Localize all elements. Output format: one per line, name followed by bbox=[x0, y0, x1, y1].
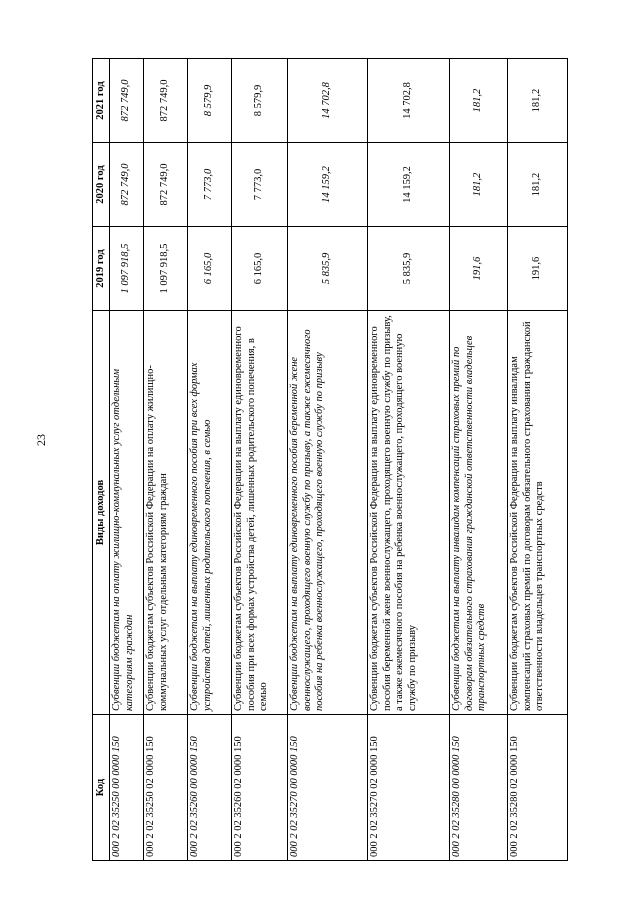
cell-code: 000 2 02 35260 00 0000 150 bbox=[188, 715, 232, 861]
cell-2020: 181,2 bbox=[508, 143, 568, 227]
page-number: 23 bbox=[34, 434, 48, 446]
cell-name: Субвенции бюджетам субъектов Российской Федерации на выплату единовременного пособия при всех формах устройства детей, лишенных родительского попечения, в семью bbox=[232, 311, 288, 715]
table-header-row bbox=[93, 59, 110, 861]
cell-2020: 7 773,0 bbox=[188, 143, 232, 227]
table-row bbox=[110, 59, 144, 861]
cell-name: Субвенции бюджетам субъектов Российской Федерации на выплату единовременного пособия беременной жене военнослужащего, проходящего военную службу по призыву, а также ежемесячного пособия на ребенка военнослужащего, проходящего военную службу по призыву bbox=[368, 311, 450, 715]
cell-2019: 1 097 918,5 bbox=[144, 227, 188, 311]
cell-code: 000 2 02 35250 00 0000 150 bbox=[110, 715, 144, 861]
header-name: Виды доходов bbox=[93, 311, 110, 715]
cell-2020: 181,2 bbox=[450, 143, 508, 227]
table-row bbox=[288, 59, 368, 861]
table-row bbox=[368, 59, 450, 861]
cell-2019: 191,6 bbox=[450, 227, 508, 311]
cell-2020: 872 749,0 bbox=[110, 143, 144, 227]
cell-code: 000 2 02 35250 02 0000 150 bbox=[144, 715, 188, 861]
header-2019: 2019 год bbox=[93, 227, 110, 311]
cell-2021: 8 579,9 bbox=[188, 59, 232, 143]
cell-2021: 181,2 bbox=[508, 59, 568, 143]
cell-name: Субвенции бюджетам на оплату жилищно-коммунальных услуг отдельным категориям граждан bbox=[110, 311, 144, 715]
header-2020: 2020 год bbox=[93, 143, 110, 227]
header-code: Код bbox=[93, 715, 110, 861]
cell-code: 000 2 02 35280 02 0000 150 bbox=[508, 715, 568, 861]
cell-code: 000 2 02 35260 02 0000 150 bbox=[232, 715, 288, 861]
cell-2020: 14 159,2 bbox=[368, 143, 450, 227]
table-row bbox=[232, 59, 288, 861]
cell-code: 000 2 02 35280 00 0000 150 bbox=[450, 715, 508, 861]
table-row bbox=[508, 59, 568, 861]
cell-2019: 191,6 bbox=[508, 227, 568, 311]
rotated-table-wrapper bbox=[92, 59, 545, 861]
cell-name: Субвенции бюджетам на выплату инвалидам компенсаций страховых премий по договорам обязательного страхования гражданской ответственности владельцев транспортных средств bbox=[450, 311, 508, 715]
cell-2019: 6 165,0 bbox=[188, 227, 232, 311]
cell-2021: 8 579,9 bbox=[232, 59, 288, 143]
cell-2020: 14 159,2 bbox=[288, 143, 368, 227]
cell-name: Субвенции бюджетам на выплату единовременного пособия беременной жене военнослужащего, проходящего военную службу по призыву, а также ежемесячного пособия на ребенка военнослужащего, проходящего военную службу по призыву bbox=[288, 311, 368, 715]
header-2021: 2021 год bbox=[93, 59, 110, 143]
cell-2020: 7 773,0 bbox=[232, 143, 288, 227]
cell-2021: 872 749,0 bbox=[144, 59, 188, 143]
cell-2019: 1 097 918,5 bbox=[110, 227, 144, 311]
revenue-table bbox=[92, 58, 568, 861]
cell-name: Субвенции бюджетам субъектов Российской Федерации на оплату жилищно-коммунальных услуг отдельным категориям граждан bbox=[144, 311, 188, 715]
cell-2021: 14 702,8 bbox=[288, 59, 368, 143]
cell-2019: 5 835,9 bbox=[368, 227, 450, 311]
table-row bbox=[188, 59, 232, 861]
table-row bbox=[144, 59, 188, 861]
table-row bbox=[450, 59, 508, 861]
cell-name: Субвенции бюджетам на выплату единовременного пособия при всех формах устройства детей, лишенных родительского попечения, в семью bbox=[188, 311, 232, 715]
cell-2021: 181,2 bbox=[450, 59, 508, 143]
cell-code: 000 2 02 35270 00 0000 150 bbox=[288, 715, 368, 861]
cell-code: 000 2 02 35270 02 0000 150 bbox=[368, 715, 450, 861]
cell-2020: 872 749,0 bbox=[144, 143, 188, 227]
cell-2021: 872 749,0 bbox=[110, 59, 144, 143]
cell-2019: 5 835,9 bbox=[288, 227, 368, 311]
cell-name: Субвенции бюджетам субъектов Российской Федерации на выплату инвалидам компенсаций страховых премий по договорам обязательного страхования гражданской ответственности владельцев транспортных средств bbox=[508, 311, 568, 715]
cell-2021: 14 702,8 bbox=[368, 59, 450, 143]
cell-2019: 6 165,0 bbox=[232, 227, 288, 311]
